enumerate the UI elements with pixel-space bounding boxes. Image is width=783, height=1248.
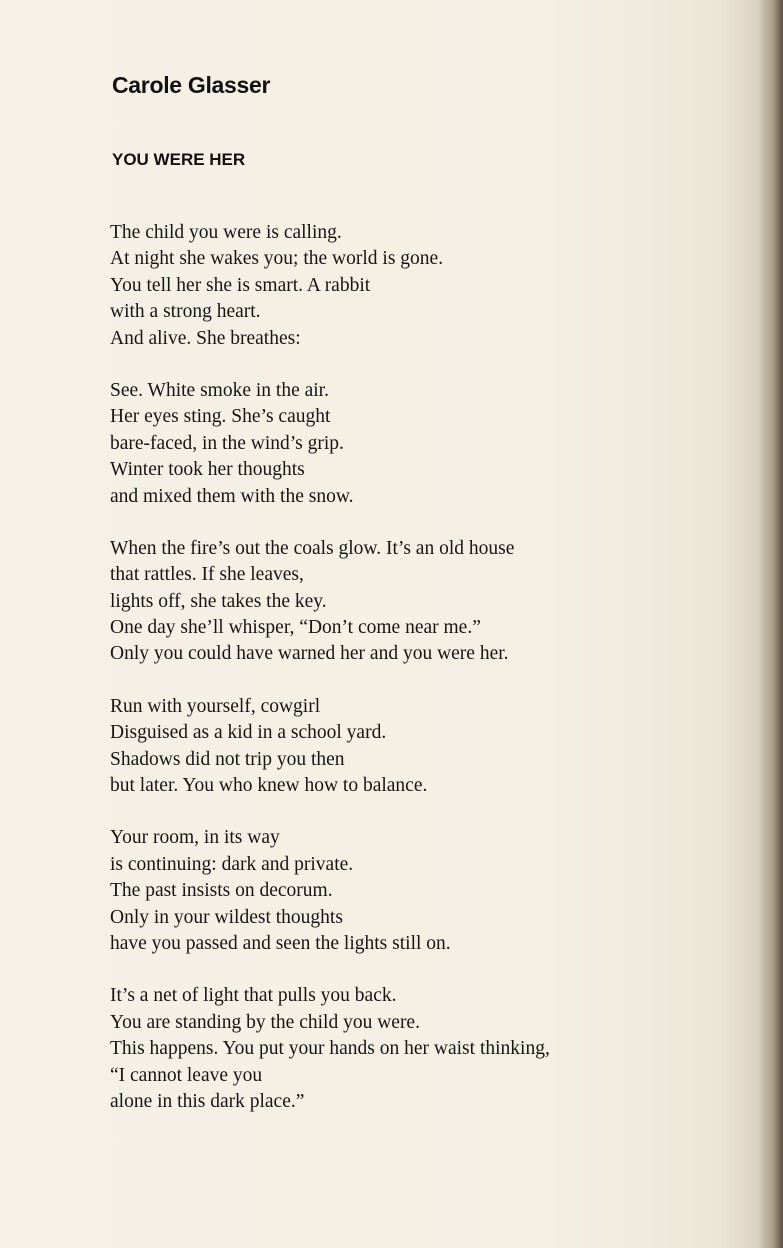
poem-line: and mixed them with the snow.	[110, 485, 354, 507]
stanza	[110, 536, 550, 668]
poem-line: See. White smoke in the air.	[110, 379, 329, 401]
poem-line: bare-faced, in the wind’s grip.	[110, 432, 344, 454]
stanza	[110, 694, 550, 800]
poem-title: YOU WERE HER	[112, 150, 246, 169]
stanza	[110, 378, 550, 510]
author-name: Carole Glasser	[112, 72, 271, 98]
poem-line: Only in your wildest thoughts	[110, 906, 343, 928]
poem-line: At night she wakes you; the world is gone.	[110, 248, 444, 270]
poem-line: Disguised as a kid in a school yard.	[110, 722, 387, 744]
page-edge-shadow	[757, 0, 783, 1248]
poem-line: Her eyes sting. She’s caught	[110, 406, 331, 428]
poem-line: This happens. You put your hands on her waist thinking,	[110, 1038, 550, 1060]
poem-line: is continuing: dark and private.	[110, 853, 354, 875]
poem-line: The past insists on decorum.	[110, 880, 333, 902]
stanza	[110, 825, 550, 957]
poem-line: alone in this dark place.”	[110, 1090, 305, 1112]
poem-body	[110, 220, 550, 1141]
poem-line: Run with yourself, cowgirl	[110, 695, 321, 717]
poem-line: Shadows did not trip you then	[110, 748, 345, 770]
poem-line: And alive. She breathes:	[110, 327, 301, 349]
poem-line: Your room, in its way	[110, 827, 280, 849]
poem-line: It’s a net of light that pulls you back.	[110, 985, 397, 1007]
poem-line: When the fire’s out the coals glow. It’s an old house	[110, 537, 515, 559]
poem-line: Winter took her thoughts	[110, 459, 305, 481]
stanza	[110, 983, 550, 1115]
poem-line: have you passed and seen the lights still on.	[110, 932, 451, 954]
poem-line: One day she’ll whisper, “Don’t come near me.”	[110, 617, 481, 639]
poem-line: You are standing by the child you were.	[110, 1011, 420, 1033]
poem-line: lights off, she takes the key.	[110, 590, 327, 612]
poem-line: Only you could have warned her and you were her.	[110, 643, 509, 665]
poem-line: “I cannot leave you	[110, 1064, 263, 1086]
poem-line: but later. You who knew how to balance.	[110, 775, 428, 797]
poem-line: You tell her she is smart. A rabbit	[110, 274, 371, 296]
poem-line: The child you were is calling.	[110, 222, 342, 243]
poem-line: that rattles. If she leaves,	[110, 564, 304, 586]
poem-line: with a strong heart.	[110, 301, 261, 323]
stanza	[110, 220, 550, 352]
